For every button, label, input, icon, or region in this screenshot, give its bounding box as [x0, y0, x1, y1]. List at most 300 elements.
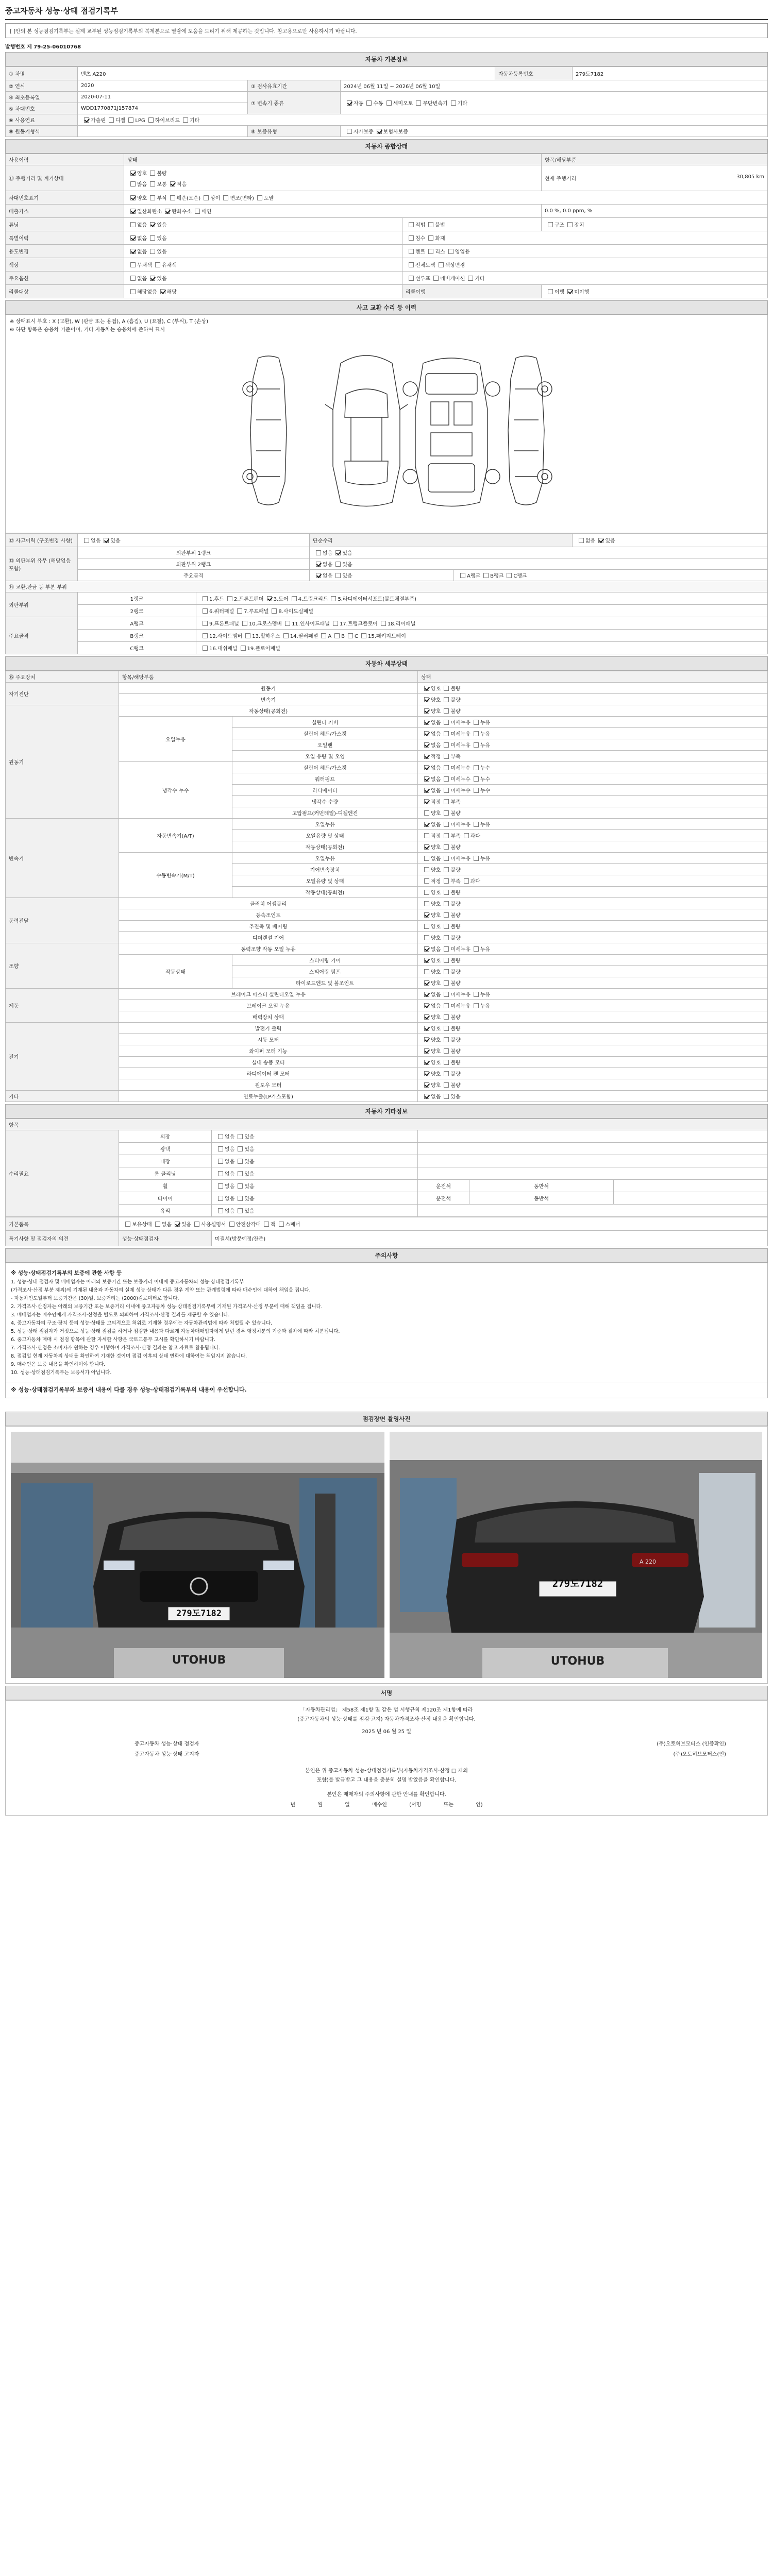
detail-row [6, 898, 768, 909]
detail-state-checkbox[interactable] [444, 731, 449, 736]
detail-state-option-label: 누유 [480, 720, 491, 726]
fuel-checkbox[interactable] [148, 117, 154, 123]
detail-state-options [418, 966, 768, 977]
b-rank-part-option-label: 14.필러패널 [290, 634, 318, 639]
odometer-level-option-label: 적음 [176, 181, 187, 188]
basic-info-table [5, 66, 768, 137]
detail-state-option-label: 불량 [450, 981, 461, 987]
a-rank-part-checkbox[interactable] [242, 621, 247, 626]
detail-state-checkbox[interactable] [424, 1060, 429, 1065]
detail-state-checkbox[interactable] [444, 1071, 449, 1076]
detail-state-checkbox[interactable] [444, 788, 449, 793]
grade1-checkbox[interactable] [335, 550, 341, 555]
grade-label: ⑬ 외판부위 유무 (해당없음 포함) [6, 547, 78, 581]
usage-type-option-label: 영업용 [455, 249, 470, 255]
tuning-legal-option-label: 적법 [415, 223, 426, 228]
b-rank-part-checkbox[interactable] [361, 633, 366, 638]
other-row [6, 1192, 768, 1205]
detail-state-option-label: 없음 [431, 856, 441, 862]
odometer-level-checkbox[interactable] [150, 181, 155, 187]
detail-state-checkbox[interactable] [424, 686, 429, 691]
photo-header: 점검장면 촬영사진 [5, 1412, 768, 1426]
other-state-checkbox[interactable] [218, 1146, 223, 1151]
a-rank-part-checkbox[interactable] [381, 621, 386, 626]
detail-state-checkbox[interactable] [424, 912, 429, 918]
main-option-type-checkbox[interactable] [468, 276, 473, 281]
detail-state-option-label: 양호 [431, 958, 441, 964]
frame-checkbox[interactable] [335, 573, 341, 578]
detail-state-checkbox[interactable] [444, 686, 449, 691]
other-state-options [212, 1155, 418, 1167]
odometer-level-checkbox[interactable] [170, 181, 175, 187]
detail-state-checkbox[interactable] [444, 833, 449, 838]
detail-item-label: 시동 모터 [119, 1034, 418, 1045]
detail-state-checkbox[interactable] [444, 765, 449, 770]
detail-state-option-label: 누유 [480, 947, 491, 953]
grade2-checkbox[interactable] [335, 562, 341, 567]
other-state-checkbox[interactable] [218, 1134, 223, 1139]
a-rank-part-checkbox[interactable] [333, 621, 338, 626]
special-checkbox[interactable] [130, 235, 136, 241]
tuning-type-checkbox[interactable] [548, 222, 553, 227]
detail-state-option-label: 양호 [431, 1038, 441, 1043]
detail-state-checkbox[interactable] [444, 901, 449, 906]
detail-state-checkbox[interactable] [424, 901, 429, 906]
basic-item-option-label: 사용설명서 [201, 1222, 226, 1228]
detail-state-checkbox[interactable] [424, 776, 429, 782]
tuning-legal-checkbox[interactable] [409, 222, 414, 227]
basic-item-checkbox[interactable] [125, 1222, 130, 1227]
detail-row [6, 1068, 768, 1079]
detail-state-checkbox[interactable] [464, 878, 469, 884]
detail-item-label: 클러치 어셈블리 [119, 898, 418, 909]
detail-state-checkbox[interactable] [424, 1094, 429, 1099]
transmission-label: ⑦ 변속기 종류 [248, 92, 341, 114]
usage-change-checkbox[interactable] [150, 249, 155, 254]
rank1-part-checkbox[interactable] [267, 596, 272, 601]
detail-state-checkbox[interactable] [424, 731, 429, 736]
basic-item-checkbox[interactable] [155, 1222, 160, 1227]
detail-state-checkbox[interactable] [424, 1026, 429, 1031]
detail-item-label: 라디에이터 팬 모터 [119, 1068, 418, 1079]
recall-status-label: 리콜이행 [402, 285, 542, 298]
detail-state-checkbox[interactable] [444, 992, 449, 997]
detail-state-checkbox[interactable] [444, 1082, 449, 1088]
other-state-checkbox[interactable] [218, 1171, 223, 1176]
inspector-label: 중고자동차 성능·상태 점검자 [135, 1741, 199, 1747]
detail-state-options [418, 1000, 768, 1011]
detail-state-checkbox[interactable] [444, 844, 449, 850]
detail-state-checkbox[interactable] [424, 935, 429, 940]
b-rank-part-checkbox[interactable] [203, 633, 208, 638]
detail-state-checkbox[interactable] [444, 1026, 449, 1031]
detail-state-checkbox[interactable] [444, 742, 449, 748]
fuel-option-label: 가솔린 [91, 118, 106, 124]
color-change-option-label: 색상변경 [445, 263, 465, 268]
other-item-label: 룸 클리닝 [119, 1167, 212, 1180]
front-side-label: 운전석 [418, 1192, 469, 1205]
detail-state-checkbox[interactable] [444, 935, 449, 940]
recall-checkbox[interactable] [160, 289, 165, 294]
detail-subgroup-label: 냉각수 누수 [119, 762, 232, 819]
other-state-options [212, 1143, 418, 1155]
detail-row [6, 1045, 768, 1057]
detail-state-option-label: 불량 [450, 936, 461, 941]
color-checkbox[interactable] [155, 262, 160, 267]
other-item-label: 광택 [119, 1143, 212, 1155]
detail-state-checkbox[interactable] [444, 1014, 449, 1020]
detail-state-checkbox[interactable] [424, 856, 429, 861]
usage-change-checkbox[interactable] [130, 249, 136, 254]
detail-state-checkbox[interactable] [474, 992, 479, 997]
emission-checkbox[interactable] [130, 209, 136, 214]
detail-subgroup-label: 수동변속기(M/T) [119, 853, 232, 898]
transmission-option-label: 무단변속기 [423, 101, 448, 107]
other-row [6, 1180, 768, 1192]
basic-item-checkbox[interactable] [175, 1222, 180, 1227]
detail-state-checkbox[interactable] [474, 822, 479, 827]
basic-item-checkbox[interactable] [279, 1222, 284, 1227]
b-rank-part-checkbox[interactable] [348, 633, 353, 638]
detail-state-checkbox[interactable] [444, 946, 449, 952]
detail-state-checkbox[interactable] [424, 867, 429, 872]
rank2-part-checkbox[interactable] [203, 608, 208, 614]
other-state-checkbox[interactable] [238, 1208, 243, 1213]
detail-state-checkbox[interactable] [444, 1037, 449, 1042]
grade2-checkbox[interactable] [316, 562, 321, 567]
transmission-checkbox[interactable] [451, 100, 456, 106]
transmission-checkbox[interactable] [347, 100, 352, 106]
special-type-checkbox[interactable] [409, 235, 414, 241]
frame-rank-checkbox[interactable] [483, 573, 489, 578]
detail-row [6, 1079, 768, 1091]
detail-state-checkbox[interactable] [444, 810, 449, 816]
detail-state-checkbox[interactable] [424, 799, 429, 804]
b-rank-part-checkbox[interactable] [321, 633, 326, 638]
detail-state-checkbox[interactable] [424, 1014, 429, 1020]
detail-state-checkbox[interactable] [444, 856, 449, 861]
other-item-label: 내장 [119, 1155, 212, 1167]
detail-state-checkbox[interactable] [424, 992, 429, 997]
detail-state-checkbox[interactable] [424, 878, 429, 884]
special-type-checkbox[interactable] [428, 235, 433, 241]
detail-state-checkbox[interactable] [444, 799, 449, 804]
recall-status-checkbox[interactable] [548, 289, 553, 294]
c-rank-part-checkbox[interactable] [241, 646, 246, 651]
vin-mark-option-label: 양호 [137, 196, 147, 201]
a-rank-part-option-label: 11.인사이드패널 [292, 621, 330, 627]
detail-state-checkbox[interactable] [474, 731, 479, 736]
detail-item-label: 실린더 헤드/가스켓 [232, 728, 418, 739]
rank1-part-checkbox[interactable] [292, 596, 297, 601]
detail-state-checkbox[interactable] [424, 697, 429, 702]
main-option-checkbox[interactable] [130, 276, 136, 281]
car-damage-diagram [5, 337, 768, 533]
detail-state-checkbox[interactable] [424, 1082, 429, 1088]
other-state-checkbox[interactable] [238, 1183, 243, 1189]
odometer-checkbox[interactable] [130, 171, 136, 176]
detail-state-option-label: 없음 [431, 732, 441, 737]
detail-state-checkbox[interactable] [444, 697, 449, 702]
engine-model-value [78, 126, 248, 137]
simple-repair-checkbox[interactable] [598, 538, 603, 543]
vin-mark-option-label: 변조(변타) [230, 196, 254, 201]
detail-state-option-label: 양호 [431, 698, 441, 703]
detail-state-checkbox[interactable] [424, 1003, 429, 1008]
accident-checkbox[interactable] [84, 538, 89, 543]
detail-item-label: 실린더 커버 [232, 717, 418, 728]
emission-checkbox[interactable] [165, 209, 170, 214]
fuel-checkbox[interactable] [128, 117, 133, 123]
detail-row [6, 717, 768, 728]
signature-block [5, 1700, 768, 1816]
transmission-checkbox[interactable] [366, 100, 372, 106]
other-state-checkbox[interactable] [238, 1134, 243, 1139]
detail-state-checkbox[interactable] [444, 924, 449, 929]
detail-state-checkbox[interactable] [424, 720, 429, 725]
vin-mark-checkbox[interactable] [170, 195, 175, 200]
vin-mark-checkbox[interactable] [130, 195, 136, 200]
detail-state-checkbox[interactable] [444, 720, 449, 725]
detail-state-checkbox[interactable] [444, 890, 449, 895]
color-checkbox[interactable] [130, 262, 136, 267]
frame-option-label: 없음 [323, 573, 333, 579]
fuel-checkbox[interactable] [84, 117, 89, 123]
detail-group-label: 제동 [6, 989, 119, 1023]
detail-state-checkbox[interactable] [444, 969, 449, 974]
fuel-checkbox[interactable] [109, 117, 114, 123]
detail-state-option-label: 불량 [450, 924, 461, 930]
odometer-level-option-label: 많음 [137, 181, 147, 188]
detail-state-options [418, 1068, 768, 1079]
detail-state-checkbox[interactable] [444, 754, 449, 759]
vin-mark-checkbox[interactable] [257, 195, 262, 200]
detail-state-checkbox[interactable] [474, 742, 479, 748]
detail-state-option-label: 미세누수 [450, 777, 470, 783]
grade1-option-label: 없음 [323, 551, 333, 556]
main-option-type-option-label: 선루프 [415, 276, 430, 282]
vin-mark-checkbox[interactable] [204, 195, 209, 200]
fuel-checkbox[interactable] [183, 117, 188, 123]
detail-state-checkbox[interactable] [424, 1048, 429, 1054]
overall-table [5, 154, 768, 298]
detail-state-checkbox[interactable] [424, 810, 429, 816]
emission-checkbox[interactable] [195, 209, 200, 214]
accident-checkbox[interactable] [104, 538, 109, 543]
other-state-checkbox[interactable] [218, 1159, 223, 1164]
detail-state-checkbox[interactable] [424, 754, 429, 759]
detail-item-label: 기어변속장치 [232, 864, 418, 875]
frame-rank-checkbox[interactable] [460, 573, 465, 578]
detail-state-checkbox[interactable] [474, 1003, 479, 1008]
other-state-option-label: 없음 [225, 1209, 235, 1214]
c-rank-part-checkbox[interactable] [203, 646, 208, 651]
vin-mark-checkbox[interactable] [223, 195, 228, 200]
detail-group-label: 조향 [6, 943, 119, 989]
rank1-part-checkbox[interactable] [203, 596, 208, 601]
detail-state-checkbox[interactable] [474, 720, 479, 725]
main-option-type-option-label: 네비게이션 [440, 276, 465, 282]
detail-state-checkbox[interactable] [444, 776, 449, 782]
vin-mark-checkbox[interactable] [150, 195, 155, 200]
detail-state-option-label: 미세누유 [450, 720, 470, 726]
detail-state-checkbox[interactable] [444, 867, 449, 872]
odometer-checkbox[interactable] [150, 171, 155, 176]
detail-state-checkbox[interactable] [474, 946, 479, 952]
transmission-checkbox[interactable] [386, 100, 392, 106]
other-table [5, 1118, 768, 1217]
detail-state-options [418, 1034, 768, 1045]
other-state-checkbox[interactable] [238, 1171, 243, 1176]
other-state-checkbox[interactable] [238, 1196, 243, 1201]
a-rank-part-checkbox[interactable] [285, 621, 290, 626]
detail-state-checkbox[interactable] [424, 1037, 429, 1042]
detail-state-checkbox[interactable] [474, 856, 479, 861]
tuning-legal-checkbox[interactable] [428, 222, 433, 227]
recall-checkbox[interactable] [130, 289, 136, 294]
opinion-label: 특기사항 및 점검자의 의견 [6, 1231, 119, 1246]
warranty-checkbox[interactable] [377, 129, 382, 134]
tuning-checkbox[interactable] [150, 222, 155, 227]
b-rank-part-checkbox[interactable] [334, 633, 340, 638]
detail-state-checkbox[interactable] [444, 912, 449, 918]
basic-item-checkbox[interactable] [229, 1222, 234, 1227]
special-type-option-label: 침수 [415, 236, 426, 242]
detail-state-checkbox[interactable] [424, 844, 429, 850]
detail-head-item: 항목/해당부품 [119, 671, 418, 683]
detail-state-option-label: 미세누수 [450, 788, 470, 794]
detail-state-checkbox[interactable] [444, 980, 449, 986]
detail-state-checkbox[interactable] [424, 924, 429, 929]
frame-rank-checkbox[interactable] [507, 573, 512, 578]
basic-item-checkbox[interactable] [194, 1222, 199, 1227]
b-rank-part-checkbox[interactable] [245, 633, 250, 638]
detail-state-checkbox[interactable] [424, 822, 429, 827]
a-rank-part-checkbox[interactable] [203, 621, 208, 626]
detail-state-option-label: 없음 [431, 1094, 441, 1100]
detail-state-checkbox[interactable] [424, 890, 429, 895]
transmission-checkbox[interactable] [416, 100, 421, 106]
car-name-value: 벤츠 A220 [78, 67, 495, 80]
detail-state-checkbox[interactable] [474, 788, 479, 793]
detail-state-checkbox[interactable] [444, 878, 449, 884]
detail-state-checkbox[interactable] [474, 776, 479, 782]
usage-type-checkbox[interactable] [409, 249, 414, 254]
frame-checkbox[interactable] [316, 573, 321, 578]
tuning-checkbox[interactable] [130, 222, 136, 227]
detail-state-checkbox[interactable] [424, 958, 429, 963]
rank1-part-checkbox[interactable] [227, 596, 232, 601]
rank2-label: 2랭크 [78, 605, 196, 617]
recall-status-checkbox[interactable] [567, 289, 573, 294]
detail-state-option-label: 없음 [431, 992, 441, 998]
rank2-part-checkbox[interactable] [237, 608, 242, 614]
detail-state-checkbox[interactable] [444, 1003, 449, 1008]
detail-state-checkbox[interactable] [444, 1060, 449, 1065]
detail-state-checkbox[interactable] [474, 765, 479, 770]
detail-state-checkbox[interactable] [424, 1071, 429, 1076]
basic-item-checkbox[interactable] [264, 1222, 269, 1227]
detail-state-checkbox[interactable] [444, 822, 449, 827]
usage-type-checkbox[interactable] [448, 249, 453, 254]
detail-state-option-label: 양호 [431, 936, 441, 941]
warranty-label: ⑧ 보증유형 [248, 126, 341, 137]
color-change-checkbox[interactable] [439, 262, 444, 267]
detail-row [6, 989, 768, 1000]
note-line: 6. 중고자동차 매매 시 점검 항목에 관한 자세한 사항은 국토교통부 고시를 확인하시기 바랍니다. [11, 1337, 216, 1343]
recall-status-option-label: 이행 [554, 290, 565, 295]
odometer-level-checkbox[interactable] [130, 181, 136, 187]
detail-state-options [418, 830, 768, 841]
detail-item-label: 냉각수 수량 [232, 796, 418, 807]
detail-state-checkbox[interactable] [424, 833, 429, 838]
other-state-checkbox[interactable] [238, 1146, 243, 1151]
other-state-checkbox[interactable] [218, 1208, 223, 1213]
special-options [124, 231, 402, 245]
accident-options [78, 534, 310, 547]
transmission-option-label: 세미오토 [393, 101, 413, 107]
main-option-type-checkbox[interactable] [409, 276, 414, 281]
detail-state-checkbox[interactable] [464, 833, 469, 838]
detail-item-label: 브레이크 오일 누유 [119, 1000, 418, 1011]
color-change-checkbox[interactable] [409, 262, 414, 267]
detail-state-checkbox[interactable] [444, 958, 449, 963]
detail-state-checkbox[interactable] [424, 788, 429, 793]
detail-item-label: 오일 유량 및 오염 [232, 751, 418, 762]
other-state-checkbox[interactable] [218, 1196, 223, 1201]
receiver-day: 일 [345, 1802, 350, 1808]
detail-state-checkbox[interactable] [424, 969, 429, 974]
other-row [6, 1167, 768, 1180]
warranty-checkbox[interactable] [347, 129, 352, 134]
detail-state-checkbox[interactable] [424, 946, 429, 952]
other-state-checkbox[interactable] [218, 1183, 223, 1189]
main-option-checkbox[interactable] [150, 276, 155, 281]
detail-state-checkbox[interactable] [444, 1048, 449, 1054]
detail-state-checkbox[interactable] [424, 708, 429, 714]
other-state-checkbox[interactable] [238, 1159, 243, 1164]
rank1-label: 1랭크 [78, 592, 196, 605]
detail-state-checkbox[interactable] [424, 980, 429, 986]
rear-brand-sign: UTOHUB [550, 1655, 605, 1668]
b-rank-part-checkbox[interactable] [283, 633, 289, 638]
other-item-label: 외장 [119, 1130, 212, 1143]
simple-repair-checkbox[interactable] [579, 538, 584, 543]
first-reg-value: 2020-07-11 [78, 92, 248, 103]
rank1-part-checkbox[interactable] [331, 596, 336, 601]
a-rank-part-option-label: 10.크로스멤버 [248, 621, 282, 627]
main-option-type-checkbox[interactable] [433, 276, 439, 281]
other-state-option-label: 없음 [225, 1159, 235, 1165]
detail-state-checkbox[interactable] [444, 708, 449, 714]
detail-state-checkbox[interactable] [424, 742, 429, 748]
detail-table [5, 671, 768, 1102]
usage-type-checkbox[interactable] [428, 249, 433, 254]
special-checkbox[interactable] [150, 235, 155, 241]
tuning-type-checkbox[interactable] [567, 222, 573, 227]
recall-option-label: 해당 [166, 290, 177, 295]
detail-state-option-label: 미세누유 [450, 743, 470, 749]
detail-item-label: 오일유량 및 상태 [232, 830, 418, 841]
vin-mark-option-label: 훼손(오손) [176, 196, 201, 201]
b-rank-part-option-label: B [341, 634, 345, 639]
detail-state-options [418, 932, 768, 943]
detail-state-checkbox[interactable] [444, 1094, 449, 1099]
detail-state-checkbox[interactable] [424, 765, 429, 770]
accident-label: ⑫ 사고이력 (구조변경 사항) [6, 534, 78, 547]
rank2-part-checkbox[interactable] [272, 608, 277, 614]
grade1-checkbox[interactable] [316, 550, 321, 555]
